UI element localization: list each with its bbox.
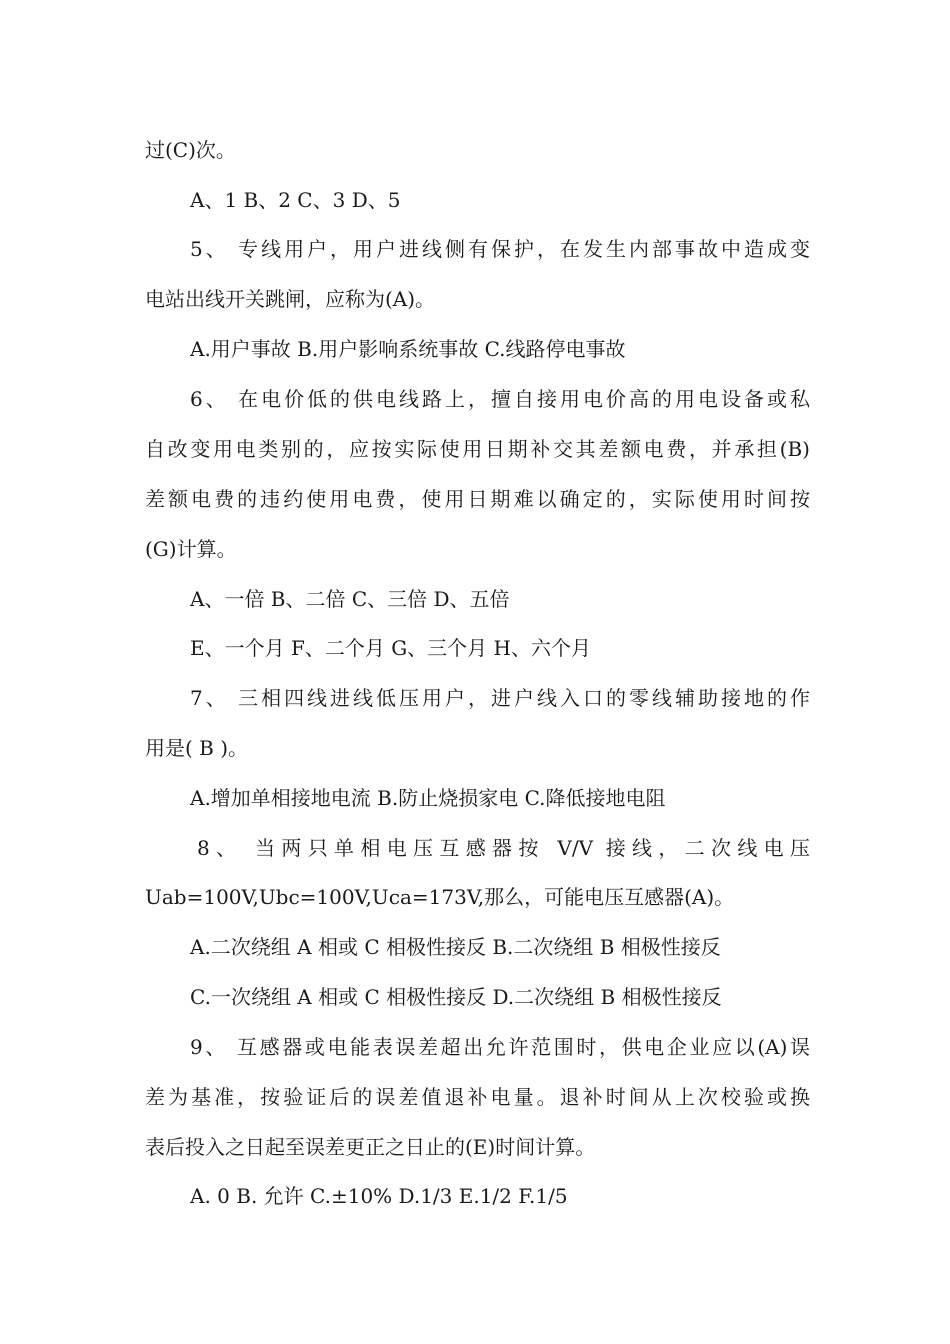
- text-line: 自改变用电类别的，应按实际使用日期补交其差额电费，并承担(B): [145, 437, 810, 461]
- options-line: E、一个月 F、二个月 G、三个月 H、六个月: [190, 636, 591, 660]
- text-line: 表后投入之日起至误差更正之日止的(E)时间计算。: [145, 1135, 596, 1159]
- text-line: 差额电费的违约使用电费，使用日期难以确定的，实际使用时间按: [145, 487, 810, 511]
- text-line: 差为基准，按验证后的误差值退补电量。退补时间从上次校验或换: [145, 1085, 810, 1109]
- question-line: 7、 三相四线进线低压用户，进户线入口的零线辅助接地的作: [190, 686, 810, 710]
- options-line: C.一次绕组 A 相或 C 相极性接反 D.二次绕组 B 相极性接反: [190, 985, 722, 1009]
- options-line: A、一倍 B、二倍 C、三倍 D、五倍: [190, 587, 510, 611]
- text-line: (G)计算。: [145, 537, 237, 561]
- text-line: 用是( B )。: [145, 736, 249, 760]
- text-line: Uab=100V,Ubc=100V,Uca=173V,那么，可能电压互感器(A)。: [145, 885, 735, 909]
- question-line: 5、 专线用户，用户进线侧有保护，在发生内部事故中造成变: [190, 237, 810, 261]
- options-line: A.增加单相接地电流 B.防止烧损家电 C.降低接地电阻: [190, 786, 666, 810]
- text-line: A、1 B、2 C、3 D、5: [190, 188, 401, 212]
- text-line: 过(C)次。: [145, 138, 236, 162]
- options-line: A. 0 B. 允许 C.±10% D.1/3 E.1/2 F.1/5: [190, 1184, 568, 1208]
- options-line: A.二次绕组 A 相或 C 相极性接反 B.二次绕组 B 相极性接反: [190, 935, 721, 959]
- question-line: 9、 互感器或电能表误差超出允许范围时，供电企业应以(A)误: [190, 1035, 810, 1059]
- question-line: 8、 当两只单相电压互感器按 V/V 接线，二次线电压: [197, 836, 810, 860]
- options-line: A.用户事故 B.用户影响系统事故 C.线路停电事故: [190, 337, 626, 361]
- text-line: 电站出线开关跳闸，应称为(A)。: [145, 287, 436, 311]
- question-line: 6、 在电价低的供电线路上，擅自接用电价高的用电设备或私: [190, 387, 810, 411]
